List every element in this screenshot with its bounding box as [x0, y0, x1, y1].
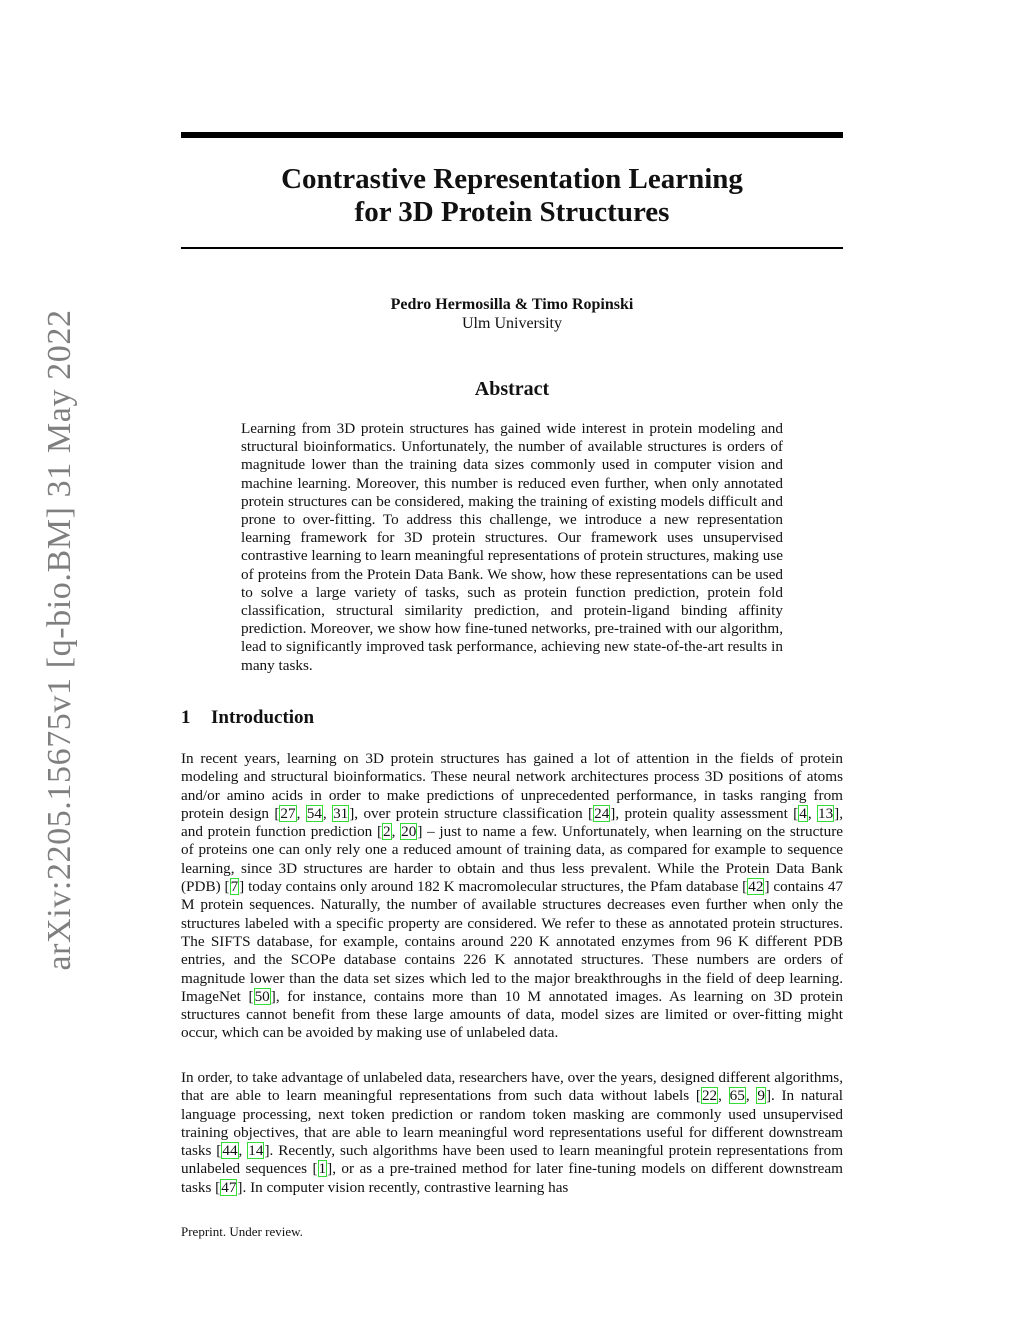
title-line-1: Contrastive Representation Learning	[281, 163, 743, 195]
author-block	[181, 295, 843, 333]
intro-paragraph-1: In recent years, learning on 3D protein structures has gained a lot of attention in the fields of protein modeling and structural bioinformatics. These neural network architectures process 3D positions of atoms and/or amino acids in order to make predictions of unprecedented performance, in tasks ranging from protein design [27, 54, 31], over protein structure classification [24], protein quality assessment [4, 13], and protein function prediction [2, 20] – just to name a few. Unfortunately, when learning on the structure of proteins one can only rely one a reduced amount of training data, as compared for example to sequence learning, since 3D structures are harder to obtain and thus less prevalent. While the Protein Data Bank (PDB) [7] today contains only around 182 K macromolecular structures, the Pfam database [42] contains 47 M protein sequences. Naturally, the number of available structures decreases even further when only the structures labeled with a specific property are considered. We refer to these as annotated protein structures. The SIFTS database, for example, contains around 220 K annotated enzymes from 96 K different PDB entries, and the SCOPe database contains 226 K annotated structures. These numbers are orders of magnitude lower than the data set sizes which led to the major breakthroughs in the field of deep learning. ImageNet [50], for instance, contains more than 10 M annotated images. As learning on 3D protein structures cannot benefit from these large amounts of data, model sizes are limited or over-fitting might occur, which can be avoided by making use of unlabeled data.	[181, 750, 844, 1042]
text-run: ], over protein structure classification [	[349, 804, 594, 822]
section-number: 1	[181, 707, 191, 728]
citation-link[interactable]: 14	[248, 1142, 264, 1160]
citation-link[interactable]: 24	[594, 804, 610, 822]
title-bottom-rule	[181, 247, 843, 249]
author-names: Pedro Hermosilla & Timo Ropinski	[390, 296, 634, 313]
citation-link[interactable]: 47	[221, 1178, 237, 1196]
citation-link[interactable]: 65	[729, 1087, 745, 1105]
citation-link[interactable]: 42	[748, 878, 764, 896]
arxiv-side-label: arXiv:2205.15675v1 [q-bio.BM] 31 May 2022	[41, 309, 78, 971]
paper-title	[181, 163, 843, 229]
text-run: ], or as a pre-trained method for later fine-tuning models on different downstream tasks [	[181, 1160, 843, 1196]
text-run: ] today contains only around 182 K macromolecular structures, the Pfam database [	[239, 878, 748, 896]
citation-link[interactable]: 2	[383, 823, 391, 841]
citation-link[interactable]: 4	[799, 804, 807, 822]
section-title: Introduction	[211, 707, 315, 728]
citation-link[interactable]: 44	[222, 1142, 238, 1160]
citation-link[interactable]: 27	[280, 804, 296, 822]
abstract-text: Learning from 3D protein structures has gained wide interest in protein modeling and structural bioinformatics. Unfortunately, the number of available structures is orders of magnitude lower than the training data sizes commonly used in computer vision and machine learning. Moreover, this number is reduced even further, when only annotated protein structures can be considered, making the training of existing models difficult and prone to over-fitting. To address this challenge, we introduce a new representation learning framework for 3D protein structures. Our framework uses unsupervised contrastive learning to learn meaningful representations of protein structures, making use of proteins from the Protein Data Bank. We show, how these representations can be used to solve a large variety of tasks, such as protein function prediction, protein fold classification, structural similarity prediction, and protein-ligand binding affinity prediction. Moreover, we show how fine-tuned networks, pre-trained with our algorithm, lead to significantly improved task performance, achieving new state-of-the-art results in many tasks.	[241, 420, 783, 674]
intro-paragraph-2: In order, to take advantage of unlabeled data, researchers have, over the years, designed different algorithms, that are able to learn meaningful representations from such data without labels [22, 65, 9]. In natural language processing, next token prediction or random token masking are commonly used unsupervised training objectives, that are able to learn meaningful word representations useful for different downstream tasks [44, 14]. Recently, such algorithms have been used to learn meaningful protein representations from unlabeled sequences [1], or as a pre-trained method for later fine-tuning models on different downstream tasks [47]. In computer vision recently, contrastive learning has	[181, 1069, 844, 1196]
citation-link[interactable]: 20	[401, 823, 417, 841]
citation-link[interactable]: 9	[757, 1087, 765, 1105]
title-line-2: for 3D Protein Structures	[354, 196, 670, 228]
text-run: ]. In natural language processing, next token prediction or random token masking are commonly used unsupervised training objectives, that are able to learn meaningful word representations useful for different downstream tasks [	[181, 1087, 844, 1160]
page-footer: Preprint. Under review.	[181, 1224, 303, 1239]
text-run: In order, to take advantage of unlabeled data, researchers have, over the years, designed different algorithms, that are able to learn meaningful representations from such data without labels [	[181, 1069, 843, 1105]
text-run: ], for instance, contains more than 10 M annotated images. As learning on 3D protein structures cannot benefit from these large amounts of data, model sizes are limited or over-fitting might occur, which can be avoided by making use of unlabeled data.	[181, 987, 843, 1042]
text-run: In recent years, learning on 3D protein structures has gained a lot of attention in the fields of protein modeling and structural bioinformatics. These neural network architectures process 3D positions of atoms and/or amino acids in order to make predictions of unprecedented performance, in tasks ranging from protein design [	[181, 750, 843, 822]
section-heading-introduction	[181, 707, 314, 729]
text-run: ]. In computer vision recently, contrastive learning has	[237, 1178, 569, 1196]
text-run: ], protein quality assessment [	[610, 804, 799, 822]
citation-link[interactable]: 50	[254, 987, 270, 1005]
citation-link[interactable]: 1	[318, 1160, 327, 1178]
abstract-heading: Abstract	[474, 378, 550, 400]
author-affiliation: Ulm University	[462, 315, 562, 332]
text-run: ], and protein function prediction [	[181, 804, 844, 841]
citation-link[interactable]: 54	[306, 804, 322, 822]
title-top-rule	[181, 132, 843, 138]
citation-link[interactable]: 22	[701, 1087, 718, 1105]
citation-link[interactable]: 7	[230, 878, 239, 896]
text-run: ] – just to name a few. Unfortunately, when learning on the structure of proteins one can only rely one a reduced amount of training data, as compared for example to sequence learning, since 3D structures are harder to obtain and thus less prevalent. While the Protein Data Bank (PDB) [	[181, 823, 843, 896]
citation-link[interactable]: 31	[333, 804, 349, 822]
text-run: ] contains 47 M protein sequences. Naturally, the number of available structures decreases even further when only the structures labeled with a specific property are considered. We refer to these as annotated protein structures. The SIFTS database, for example, contains around 220 K annotated enzymes from 96 K different PDB entries, and the SCOPe database contains 226 K annotated structures. These numbers are orders of magnitude lower than the data set sizes which led to the major breakthroughs in the field of deep learning. ImageNet [	[181, 878, 844, 1005]
citation-link[interactable]: 13	[817, 804, 834, 822]
text-run: ]. Recently, such algorithms have been used to learn meaningful protein representations from unlabeled sequences [	[181, 1142, 844, 1178]
